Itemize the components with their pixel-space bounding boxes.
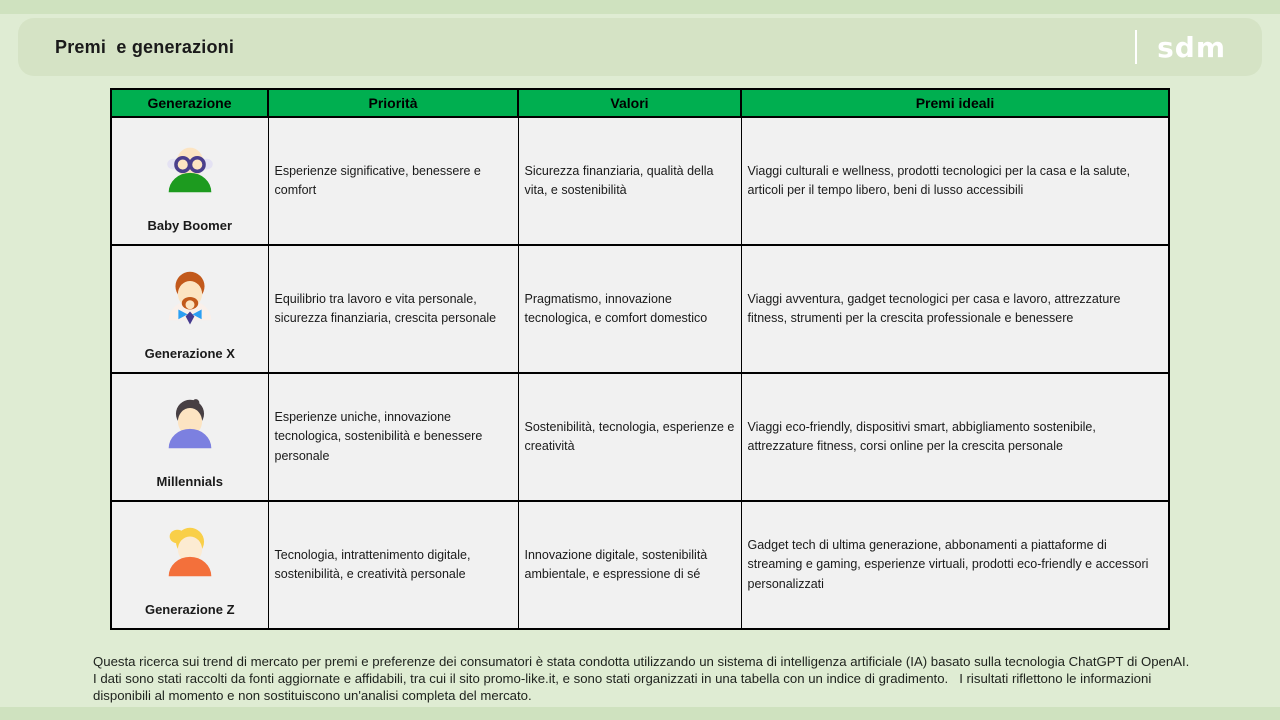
header-row bbox=[111, 89, 1169, 117]
premi-ideali-cell: Viaggi eco-friendly, dispositivi smart, abbigliamento sostenibile, attrezzature fitness, corsi online per la crescita personale bbox=[741, 373, 1169, 501]
page-title: Premi e generazioni bbox=[55, 36, 235, 57]
generation-z-avatar bbox=[159, 520, 221, 582]
priorita-cell: Esperienze uniche, innovazione tecnologica, sostenibilità e benessere personale bbox=[268, 373, 518, 501]
generation-cell-baby-boomer bbox=[111, 117, 268, 245]
valori-cell: Innovazione digitale, sostenibilità ambientale, e espressione di sé bbox=[518, 501, 741, 629]
header-premi-ideali: Premi ideali bbox=[741, 89, 1169, 117]
brand-area bbox=[1135, 18, 1226, 76]
table-row bbox=[111, 117, 1169, 245]
top-strip bbox=[0, 0, 1280, 14]
table-row bbox=[111, 245, 1169, 373]
generation-label: Generazione X bbox=[144, 345, 235, 361]
footer-disclaimer: Questa ricerca sui trend di mercato per premi e preferenze dei consumatori è stata condotta utilizzando un sistema di intelligenza artificiale (IA) basato sulla tecnologia ChatGPT di OpenAI. I dati sono stati raccolti da fonti aggiornate e affidabili, tra cui il sito promo-like.it, e sono stati organizzati in una tabella con un indice di gradimento. I risultati riflettono le informazioni disponibili al momento e non sostituiscono un'analisi completa del mercato. bbox=[93, 654, 1194, 703]
generation-cell-millennials bbox=[111, 373, 268, 501]
generation-label: Baby Boomer bbox=[147, 217, 233, 233]
generation-label: Generazione Z bbox=[144, 601, 235, 617]
millennials-avatar bbox=[159, 392, 221, 454]
generation-cell-generazione-z bbox=[111, 501, 268, 629]
bottom-strip bbox=[0, 707, 1280, 720]
premi-ideali-cell: Gadget tech di ultima generazione, abbonamenti a piattaforme di streaming e gaming, esperienze virtuali, prodotti eco-friendly e accessori personalizzati bbox=[741, 501, 1169, 629]
title-banner bbox=[18, 18, 1262, 76]
brand-divider bbox=[1135, 30, 1137, 64]
generation-x-avatar bbox=[159, 264, 221, 326]
header-generazione: Generazione bbox=[111, 89, 268, 117]
premi-ideali-cell: Viaggi culturali e wellness, prodotti tecnologici per la casa e la salute, articoli per il tempo libero, beni di lusso accessibili bbox=[741, 117, 1169, 245]
valori-cell: Sostenibilità, tecnologia, esperienze e creatività bbox=[518, 373, 741, 501]
generations-table bbox=[110, 88, 1170, 630]
generation-cell-generazione-x bbox=[111, 245, 268, 373]
priorita-cell: Esperienze significative, benessere e comfort bbox=[268, 117, 518, 245]
table-row bbox=[111, 501, 1169, 629]
generation-label: Millennials bbox=[156, 473, 223, 489]
header-priorita: Priorità bbox=[268, 89, 518, 117]
table-row bbox=[111, 373, 1169, 501]
baby-boomer-avatar bbox=[159, 136, 221, 198]
premi-ideali-cell: Viaggi avventura, gadget tecnologici per casa e lavoro, attrezzature fitness, strumenti per la crescita professionale e benessere bbox=[741, 245, 1169, 373]
valori-cell: Sicurezza finanziaria, qualità della vita, e sostenibilità bbox=[518, 117, 741, 245]
header-valori: Valori bbox=[518, 89, 741, 117]
priorita-cell: Tecnologia, intrattenimento digitale, sostenibilità, e creatività personale bbox=[268, 501, 518, 629]
priorita-cell: Equilibrio tra lavoro e vita personale, sicurezza finanziaria, crescita personale bbox=[268, 245, 518, 373]
sdm-logo: sdm bbox=[1157, 30, 1226, 64]
valori-cell: Pragmatismo, innovazione tecnologica, e comfort domestico bbox=[518, 245, 741, 373]
